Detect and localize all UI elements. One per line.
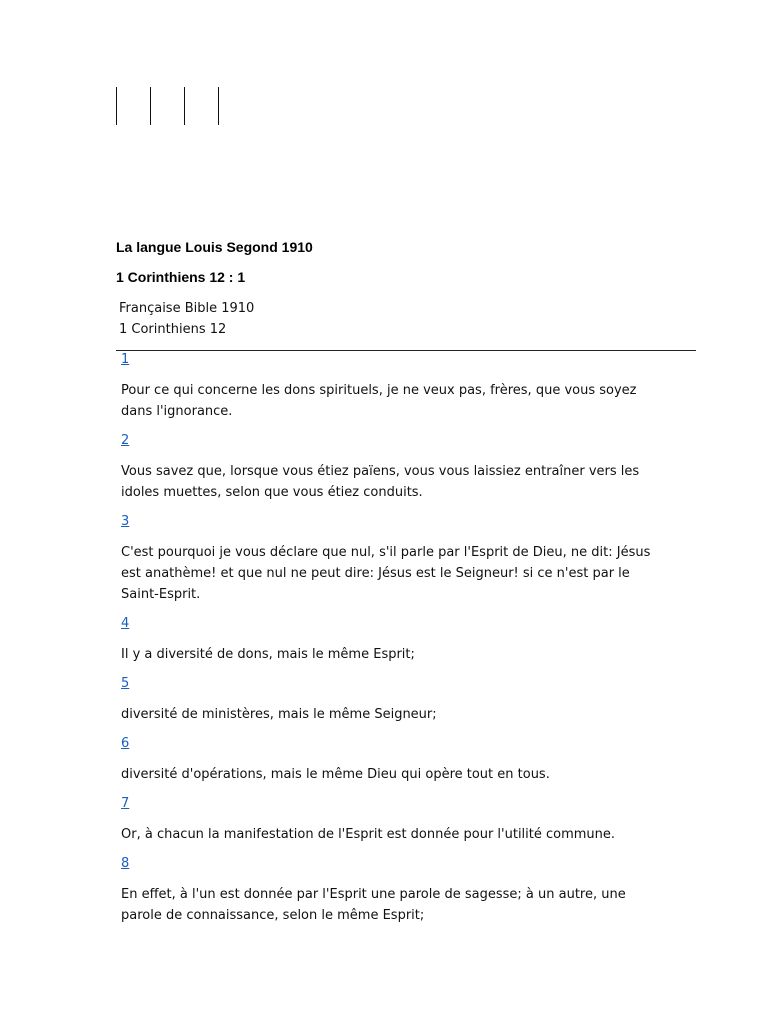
verse-item (121, 674, 661, 725)
verse-number-link[interactable]: 7 (121, 796, 130, 811)
verse-number-link[interactable]: 6 (121, 736, 130, 751)
verse-item (121, 614, 661, 665)
verse-item (121, 350, 661, 422)
verse-text: Vous savez que, lorsque vous étiez païens, vous vous laissiez entraîner vers les idoles muettes, selon que vous étiez conduits. (121, 464, 640, 500)
bible-version: Française Bible 1910 (119, 301, 255, 316)
verse-item (121, 854, 661, 926)
verse-number-link[interactable]: 4 (121, 616, 130, 631)
verse-number-link[interactable]: 5 (121, 676, 130, 691)
divider-bar (184, 87, 185, 125)
verse-item (121, 431, 661, 503)
verse-number-link[interactable]: 1 (121, 352, 130, 367)
verse-number-link[interactable]: 8 (121, 856, 130, 871)
verse-text: Il y a diversité de dons, mais le même Esprit; (121, 647, 415, 662)
verse-item (121, 512, 661, 605)
chapter-reference: 1 Corinthiens 12 : 1 (116, 269, 246, 285)
verse-list (121, 350, 661, 935)
divider-bar (218, 87, 219, 125)
verse-text: Or, à chacun la manifestation de l'Esprit est donnée pour l'utilité commune. (121, 827, 616, 842)
verse-text: diversité de ministères, mais le même Seigneur; (121, 707, 437, 722)
verse-text: Pour ce qui concerne les dons spirituels, je ne veux pas, frères, que vous soyez dans l'ignorance. (121, 383, 637, 419)
verse-item (121, 734, 661, 785)
divider-bar (150, 87, 151, 125)
verse-item (121, 794, 661, 845)
verse-number-link[interactable]: 3 (121, 514, 130, 529)
verse-text: En effet, à l'un est donnée par l'Esprit une parole de sagesse; à un autre, une parole de connaissance, selon le même Esprit; (121, 887, 626, 923)
verse-text: C'est pourquoi je vous déclare que nul, s'il parle par l'Esprit de Dieu, ne dit: Jésus est anathème! et que nul ne peut dire: Jésus est le Seigneur! si ce n'est par le Saint-Esprit. (121, 545, 651, 602)
divider-bar (116, 87, 117, 125)
verse-text: diversité d'opérations, mais le même Dieu qui opère tout en tous. (121, 767, 550, 782)
verse-number-link[interactable]: 2 (121, 433, 130, 448)
page-title: La langue Louis Segond 1910 (116, 239, 313, 255)
chapter-name: 1 Corinthiens 12 (119, 322, 227, 337)
